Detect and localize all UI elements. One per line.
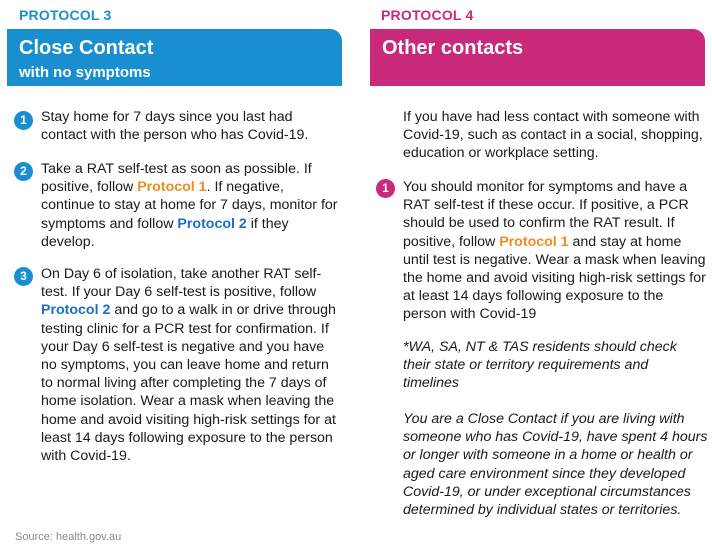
- protocol-2-link[interactable]: Protocol 2: [41, 302, 111, 319]
- protocol-3-subtitle: with no symptoms: [19, 64, 151, 81]
- protocol-4-banner: [370, 29, 705, 86]
- step-1-text: Stay home for 7 days since you last had contact with the person who has Covid-19.: [41, 109, 309, 144]
- protocol-3-title: Close Contact: [19, 37, 154, 59]
- step-3-text: On Day 6 of isolation, take another RAT self-test. If your Day 6 self-test is positive, follow Protocol 2 and go to a walk in or drive through testing clinic for a PCR test for confirmation. If your Day 6 self-test is negative and you have no symptoms, you can leave home and return to normal living after completing the 7 days of home isolation. Wear a mask when leaving the home and avoid visiting high-risk settings for at least 14 days following exposure to the person with Covid-19.: [41, 266, 336, 465]
- protocol-4-label: PROTOCOL 4: [381, 7, 474, 23]
- step-3-badge: 3: [14, 267, 33, 286]
- protocol-3-label: PROTOCOL 3: [19, 7, 112, 23]
- protocol-1-link[interactable]: Protocol 1: [499, 233, 569, 250]
- source-credit: Source: health.gov.au: [15, 531, 122, 543]
- protocol-4-intro: If you have had less contact with someone with Covid-19, such as contact in a social, shopping, education or workplace setting.: [403, 109, 703, 162]
- protocol-4-title: Other contacts: [382, 37, 524, 59]
- step-1-badge: 1: [14, 111, 33, 130]
- state-requirements-note: *WA, SA, NT & TAS residents should check their state or territory requirements and timelines: [403, 339, 677, 392]
- protocol-1-link[interactable]: Protocol 1: [137, 179, 207, 196]
- protocol-3-banner: [7, 29, 342, 86]
- close-contact-definition: You are a Close Contact if you are living with someone who has Covid-19, have spent 4 hours or longer with someone in a home or health or aged care environment since they developed Covid-19, or under exceptional circumstances determined by individual states or territories.: [403, 411, 708, 519]
- step-1-badge: 1: [376, 179, 395, 198]
- step-2-text: Take a RAT self-test as soon as possible. If positive, follow Protocol 1. If negative, continue to stay at home for 7 days, monitor for symptoms and follow Protocol 2 if they develop.: [41, 161, 338, 250]
- step-2-badge: 2: [14, 162, 33, 181]
- protocol-2-link[interactable]: Protocol 2: [177, 215, 247, 232]
- protocol-4-step-text: You should monitor for symptoms and have a RAT self-test if these occur. If positive, a PCR should be used to confirm the RAT result. If positive, follow Protocol 1 and stay at home until test is negative. Wear a mask when leaving the home and avoid visiting high-risk settings for at least 14 days following exposure to the person with Covid-19: [403, 179, 706, 323]
